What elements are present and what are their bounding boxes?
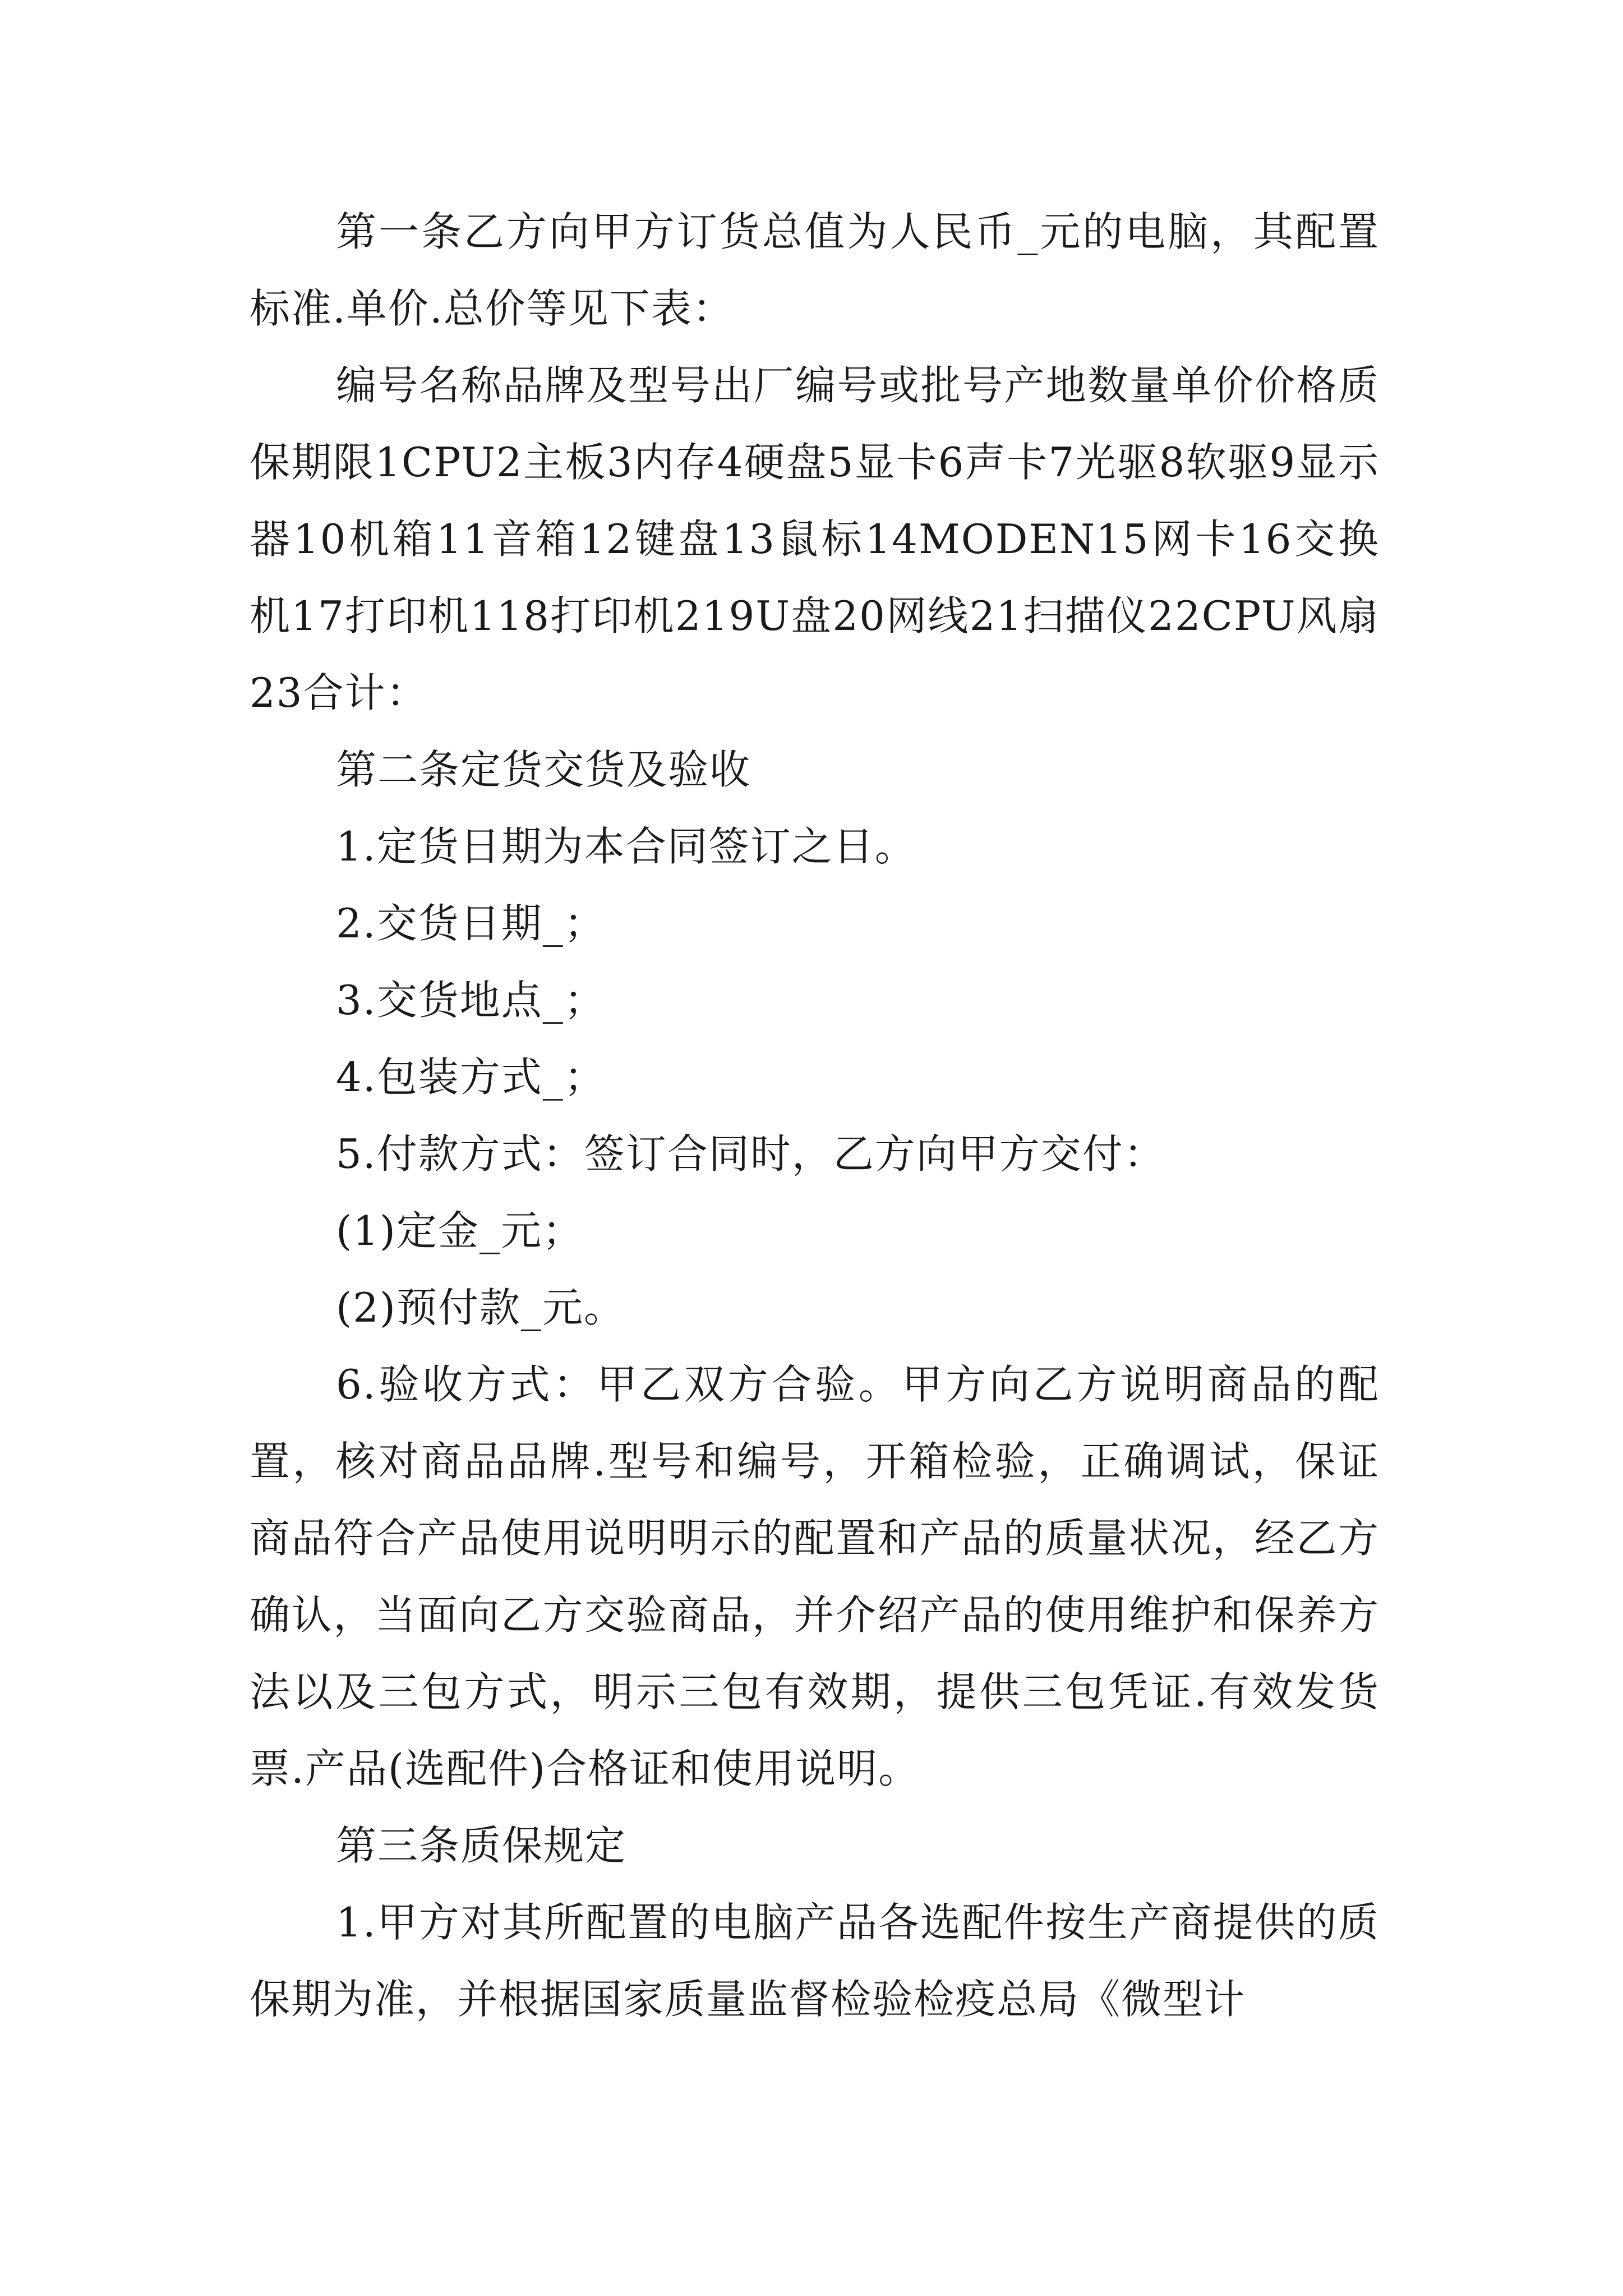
- clause-2-heading: 第二条定货交货及验收: [336, 746, 751, 793]
- product-list-text: 编号名称品牌及型号出厂编号或批号产地数量单价价格质保期限1CPU2主板3内存4硬盘5显卡6声卡7光驱8软驱9显示器10机箱11音箱12键盘13鼠标14MODEN15网卡16交换机17打印机118打印机219U盘20网线21扫描仪22CPU风扇23合计：: [250, 362, 1380, 716]
- prepayment-item: (2)预付款_元。: [336, 1284, 625, 1331]
- document-body: [250, 194, 1380, 2038]
- delivery-date-item: 2.交货日期_；: [336, 900, 606, 947]
- acceptance-method-item: 6.验收方式：甲乙双方合验。甲方向乙方说明商品的配置，核对商品品牌.型号和编号，开箱检验，正确调试，保证商品符合产品使用说明明示的配置和产品的质量状况，经乙方确认，当面向乙方交验商品，并介绍产品的使用维护和保养方法以及三包方式，明示三包有效期，提供三包凭证.有效发货票.产品(选配件)合格证和使用说明。: [250, 1361, 1380, 1792]
- clause-3-heading: 第三条质保规定: [336, 1822, 627, 1869]
- packaging-item: 4.包装方式_；: [336, 1053, 606, 1101]
- payment-method-item: 5.付款方式：签订合同时，乙方向甲方交付：: [336, 1130, 1165, 1177]
- warranty-item-1: 1.甲方对其所配置的电脑产品各选配件按生产商提供的质保期为准，并根据国家质量监督检验检疫总局《微型计: [250, 1899, 1380, 2023]
- deposit-item: (1)定金_元；: [336, 1207, 584, 1254]
- delivery-location-item: 3.交货地点_；: [336, 977, 606, 1024]
- clause-1-text: 第一条乙方向甲方订货总值为人民币_元的电脑，其配置标准.单价.总价等见下表：: [250, 208, 1380, 332]
- order-date-item: 1.定货日期为本合同签订之日。: [336, 823, 916, 870]
